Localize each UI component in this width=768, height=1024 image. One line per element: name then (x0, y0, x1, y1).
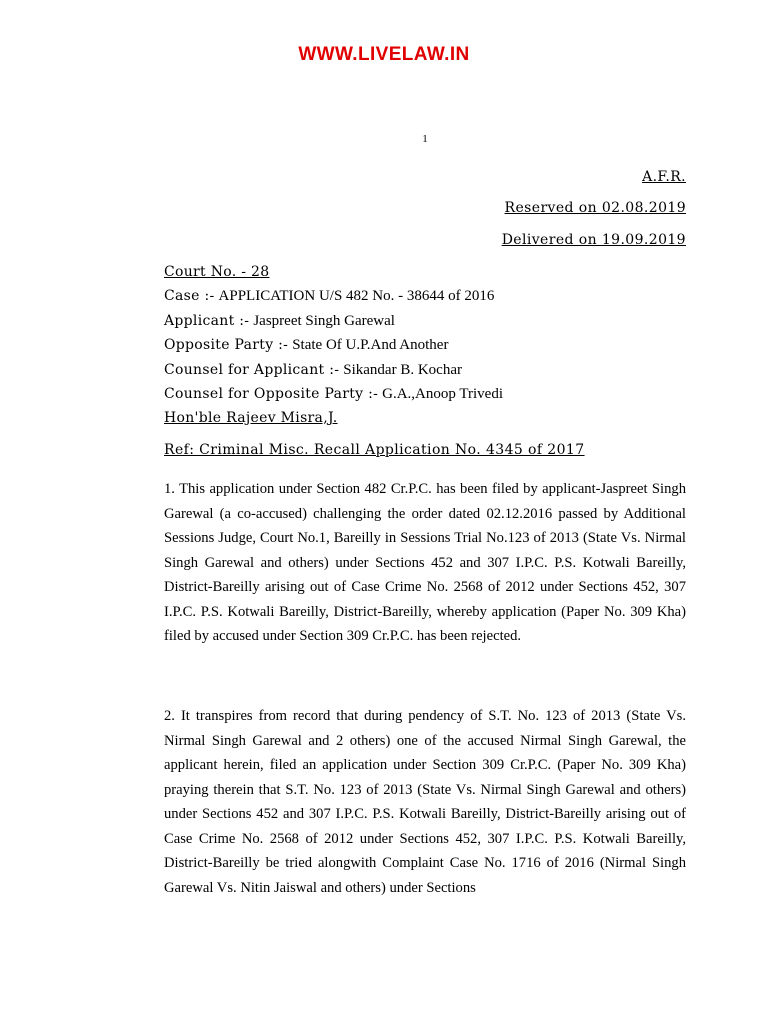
page-number: 1 (422, 133, 428, 145)
counsel-applicant-value: Sikandar B. Kochar (343, 362, 462, 378)
reference-line: Ref: Criminal Misc. Recall Application No. 4345 of 2017 (164, 442, 585, 458)
opposite-party-line (164, 337, 448, 354)
opposite-party-value: State Of U.P.And Another (292, 337, 449, 353)
opposite-party-label: Opposite Party :- (164, 337, 289, 353)
paragraph-1: 1. This application under Section 482 Cr.P.C. has been filed by applicant-Jaspreet Singh Garewal (a co-accused) challenging the order dated 02.12.2016 passed by Additional Sessions Judge, Court No.1, Bareilly in Sessions Trial No.123 of 2013 (State Vs. Nirmal Singh Garewal and others) under Sections 452 and 307 I.P.C. P.S. Kotwali Bareilly, District-Bareilly arising out of Case Crime No. 2568 of 2012 under Sections 452, 307 I.P.C. P.S. Kotwali Bareilly, District-Bareilly, whereby application (Paper No. 309 Kha) filed by accused under Section 309 Cr.P.C. has been rejected. (164, 481, 686, 644)
paragraph-2: 2. It transpires from record that during pendency of S.T. No. 123 of 2013 (State Vs. Nirmal Singh Garewal and 2 others) one of the accused Nirmal Singh Garewal, the applicant herein, filed an application under Section 309 Cr.P.C. (Paper No. 309 Kha) praying therein that S.T. No. 123 of 2013 (State Vs. Nirmal Singh Garewal and others) under Sections 452 and 307 I.P.C. P.S. Kotwali Bareilly, District-Bareilly arising out of Case Crime No. 2568 of 2012 under Sections 452, 307 I.P.C. P.S. Kotwali Bareilly, District-Bareilly be tried alongwith Complaint Case No. 1716 of 2016 (Nirmal Singh Garewal Vs. Nitin Jaiswal and others) under Sections (164, 708, 686, 896)
judge-name: Hon'ble Rajeev Misra,J. (164, 410, 338, 426)
counsel-applicant-line (164, 362, 462, 379)
counsel-applicant-label: Counsel for Applicant :- (164, 362, 340, 378)
afr-label: A.F.R. (642, 169, 686, 185)
case-value: APPLICATION U/S 482 No. - 38644 of 2016 (218, 288, 495, 304)
counsel-opposite-value: G.A.,Anoop Trivedi (382, 386, 503, 402)
reserved-date: Reserved on 02.08.2019 (504, 200, 686, 216)
applicant-line (164, 313, 395, 330)
counsel-opposite-line (164, 386, 503, 403)
counsel-opposite-label: Counsel for Opposite Party :- (164, 386, 379, 402)
court-number: Court No. - 28 (164, 264, 270, 280)
watermark-logo: WWW.LIVELAW.IN (298, 44, 470, 65)
case-line (164, 288, 494, 305)
applicant-value: Jaspreet Singh Garewal (253, 313, 395, 329)
case-label: Case :- (164, 288, 215, 304)
applicant-label: Applicant :- (164, 313, 250, 329)
delivered-date: Delivered on 19.09.2019 (501, 232, 686, 248)
